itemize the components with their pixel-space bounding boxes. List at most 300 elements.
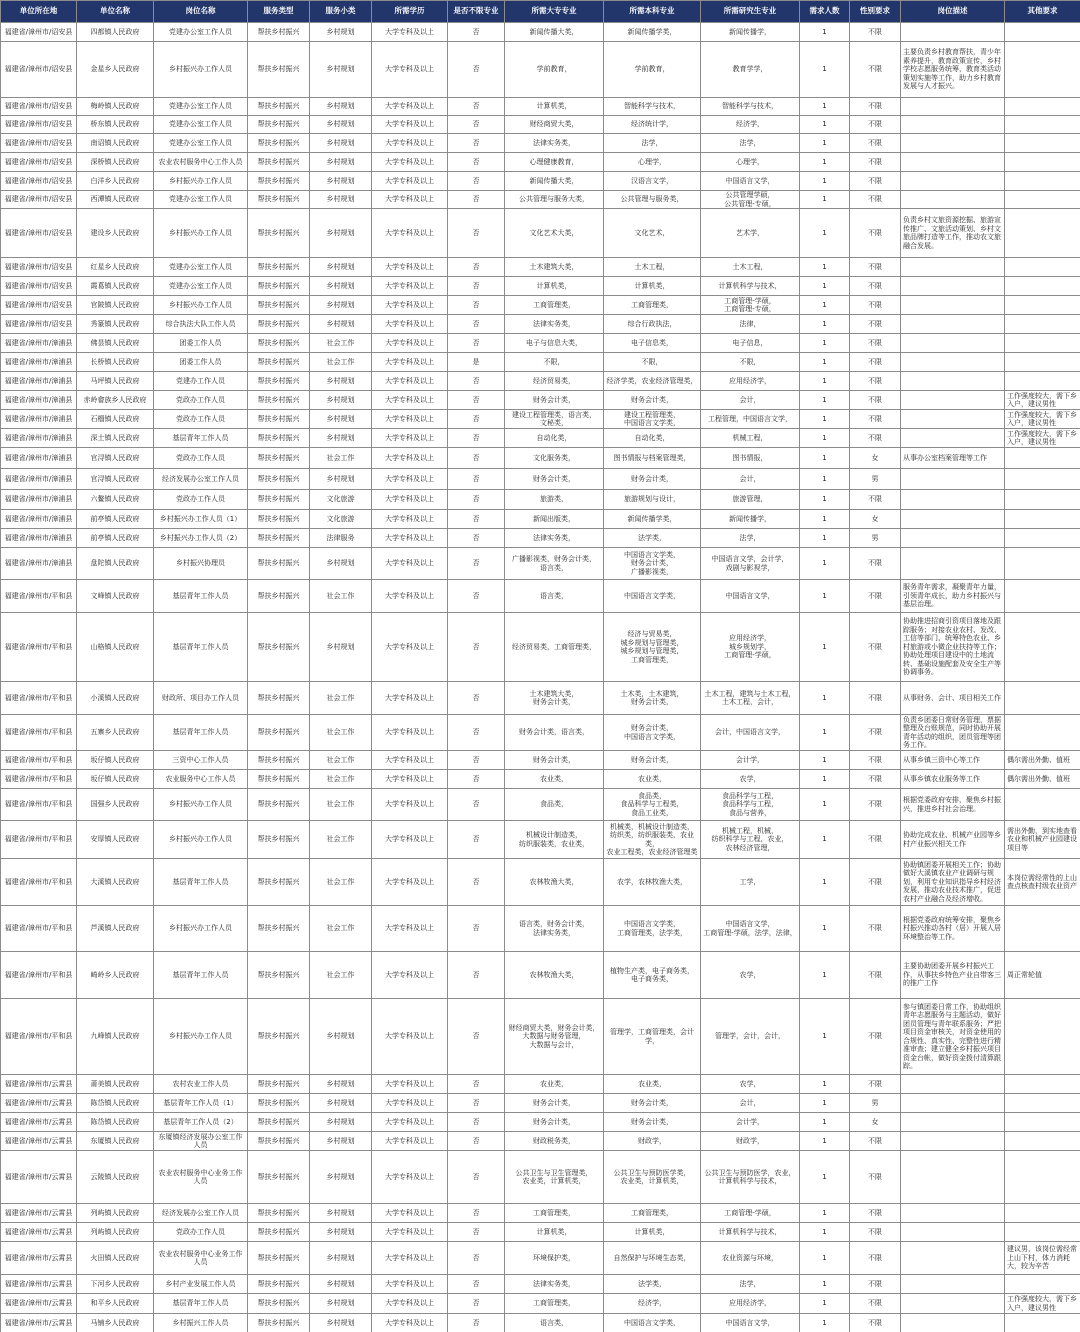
table-row	[1, 448, 1080, 469]
cell-other-requirements	[1005, 172, 1080, 191]
cell-service-subtype: 乡村规划	[310, 429, 372, 448]
cell-gender: 不限	[850, 1151, 901, 1204]
cell-unlimited-major: 否	[448, 1223, 505, 1242]
cell-gender: 不限	[850, 296, 901, 315]
cell-service-subtype: 乡村规划	[310, 209, 372, 258]
cell-unlimited-major: 否	[448, 859, 505, 906]
cell-graduate-major: 中国语言文学，会计学， 戏剧与影视学，	[701, 548, 800, 580]
cell-post-name: 党建办公室工作人员	[154, 98, 248, 116]
cell-college-major: 工商管理类，	[505, 1294, 604, 1314]
cell-gender: 不限	[850, 906, 901, 952]
cell-education: 大学专科及以上	[372, 952, 448, 999]
cell-post-name: 基层青年工作人员	[154, 1294, 248, 1314]
cell-unit-name: 芦溪镇人民政府	[77, 906, 154, 952]
cell-gender: 不限	[850, 1223, 901, 1242]
table-row	[1, 469, 1080, 490]
cell-unlimited-major: 否	[448, 1204, 505, 1223]
cell-headcount: 1	[800, 277, 850, 296]
cell-service-subtype: 社会工作	[310, 821, 372, 859]
cell-college-major: 环境保护类，	[505, 1242, 604, 1275]
cell-college-major: 不限，	[505, 353, 604, 372]
table-row	[1, 1075, 1080, 1094]
cell-service-subtype: 乡村规划	[310, 1151, 372, 1204]
cell-education: 大学专科及以上	[372, 1151, 448, 1204]
cell-service-subtype: 文化旅游	[310, 510, 372, 529]
cell-other-requirements	[1005, 258, 1080, 277]
cell-bachelor-major: 中国语言文学类， 工商管理类，法学类，	[604, 906, 701, 952]
cell-post-name: 乡村振兴办工作人员	[154, 821, 248, 859]
cell-service-subtype: 社会工作	[310, 580, 372, 613]
header-row	[1, 1, 1080, 23]
cell-headcount: 1	[800, 999, 850, 1075]
cell-education: 大学专科及以上	[372, 469, 448, 490]
cell-bachelor-major: 农学，农林牧渔大类，	[604, 859, 701, 906]
cell-unit-name: 崎岭乡人民政府	[77, 952, 154, 999]
cell-other-requirements	[1005, 1275, 1080, 1294]
cell-post-name: 东厦镇经济发展办公室工作人员	[154, 1132, 248, 1151]
cell-unit-name: 小溪镇人民政府	[77, 682, 154, 715]
cell-description	[901, 548, 1005, 580]
cell-other-requirements	[1005, 334, 1080, 353]
cell-college-major: 农业类，	[505, 1075, 604, 1094]
cell-other-requirements	[1005, 490, 1080, 510]
cell-unit-name: 石榴镇人民政府	[77, 410, 154, 429]
table-row	[1, 23, 1080, 42]
cell-unit-name: 长桥镇人民政府	[77, 353, 154, 372]
cell-education: 大学专科及以上	[372, 1204, 448, 1223]
cell-gender: 女	[850, 1113, 901, 1132]
table-row	[1, 789, 1080, 821]
cell-other-requirements	[1005, 448, 1080, 469]
cell-service-subtype: 乡村规划	[310, 1113, 372, 1132]
table-row	[1, 372, 1080, 391]
cell-location: 福建省/漳州市/诏安县	[1, 258, 77, 277]
cell-description	[901, 372, 1005, 391]
cell-unlimited-major: 否	[448, 770, 505, 789]
cell-description	[901, 353, 1005, 372]
table-row	[1, 682, 1080, 715]
header-post-name: 岗位名称	[154, 1, 248, 23]
cell-bachelor-major: 新闻传播学类，	[604, 23, 701, 42]
cell-headcount: 1	[800, 548, 850, 580]
cell-post-name: 乡村振兴办工作人员	[154, 172, 248, 191]
table-row	[1, 429, 1080, 448]
cell-other-requirements	[1005, 277, 1080, 296]
cell-education: 大学专科及以上	[372, 1275, 448, 1294]
cell-location: 福建省/漳州市/平和县	[1, 613, 77, 682]
cell-unlimited-major: 否	[448, 429, 505, 448]
cell-location: 福建省/漳州市/诏安县	[1, 116, 77, 134]
cell-headcount: 1	[800, 23, 850, 42]
cell-location: 福建省/漳州市/平和县	[1, 906, 77, 952]
cell-education: 大学专科及以上	[372, 770, 448, 789]
cell-headcount: 1	[800, 1113, 850, 1132]
cell-unlimited-major: 否	[448, 510, 505, 529]
cell-service-type: 帮扶乡村振兴	[248, 315, 310, 334]
cell-service-subtype: 社会工作	[310, 770, 372, 789]
cell-service-type: 帮扶乡村振兴	[248, 1242, 310, 1275]
cell-description: 主要负责乡村教育帮扶，青少年素养提升，教育政策宣传，乡村学校志愿服务统筹，教育类活动策划实施等工作，助力乡村教育发展与人才振兴。	[901, 42, 1005, 98]
cell-unit-name: 五寨乡人民政府	[77, 715, 154, 751]
cell-unit-name: 九峰镇人民政府	[77, 999, 154, 1075]
cell-unit-name: 火田镇人民政府	[77, 1242, 154, 1275]
cell-gender: 不限	[850, 134, 901, 153]
cell-bachelor-major: 旅游规划与设计，	[604, 490, 701, 510]
cell-education: 大学专科及以上	[372, 98, 448, 116]
cell-gender: 不限	[850, 715, 901, 751]
cell-description: 协助推进招商引资项目落地及跟踪服务；对接农业农村、发改、工信等部门，统筹特色农业、乡村旅游或小微企业扶持等工作；协助处理项目建设中的土地流转、基础设施配套及安全生产等协调事务。	[901, 613, 1005, 682]
cell-service-type: 帮扶乡村振兴	[248, 999, 310, 1075]
cell-service-type: 帮扶乡村振兴	[248, 580, 310, 613]
cell-education: 大学专科及以上	[372, 613, 448, 682]
cell-bachelor-major: 管理学，工商管理类，会计学，	[604, 999, 701, 1075]
header-education: 所需学历	[372, 1, 448, 23]
cell-description	[901, 277, 1005, 296]
cell-location: 福建省/漳州市/云霄县	[1, 1294, 77, 1314]
cell-college-major: 财务会计类，	[505, 751, 604, 770]
cell-service-type: 帮扶乡村振兴	[248, 1294, 310, 1314]
cell-unit-name: 金星乡人民政府	[77, 42, 154, 98]
cell-headcount: 1	[800, 258, 850, 277]
cell-description	[901, 1223, 1005, 1242]
cell-description	[901, 1275, 1005, 1294]
cell-college-major: 新闻出版类，	[505, 510, 604, 529]
cell-college-major: 广播影视类，财务会计类， 语言类，	[505, 548, 604, 580]
cell-gender: 不限	[850, 859, 901, 906]
cell-gender: 不限	[850, 191, 901, 209]
cell-graduate-major: 中国语言文学，	[701, 580, 800, 613]
cell-description: 从事乡镇三资中心等工作	[901, 751, 1005, 770]
table-row	[1, 613, 1080, 682]
cell-unlimited-major: 否	[448, 1151, 505, 1204]
cell-service-type: 帮扶乡村振兴	[248, 258, 310, 277]
cell-headcount: 1	[800, 821, 850, 859]
cell-unlimited-major: 否	[448, 334, 505, 353]
table-row	[1, 952, 1080, 999]
cell-college-major: 语言类，	[505, 580, 604, 613]
cell-gender: 女	[850, 448, 901, 469]
cell-service-subtype: 社会工作	[310, 334, 372, 353]
cell-graduate-major: 计算机科学与技术，	[701, 277, 800, 296]
cell-gender: 不限	[850, 258, 901, 277]
cell-unit-name: 前亭镇人民政府	[77, 510, 154, 529]
cell-headcount: 1	[800, 1151, 850, 1204]
cell-college-major: 法律实务类，	[505, 529, 604, 548]
cell-service-subtype: 社会工作	[310, 448, 372, 469]
cell-post-name: 乡村振兴办工作人员	[154, 209, 248, 258]
cell-gender: 不限	[850, 372, 901, 391]
cell-bachelor-major: 财务会计类， 中国语言文学类，	[604, 715, 701, 751]
cell-service-subtype: 社会工作	[310, 353, 372, 372]
cell-other-requirements	[1005, 510, 1080, 529]
table-header	[1, 1, 1080, 23]
cell-service-type: 帮扶乡村振兴	[248, 821, 310, 859]
cell-description	[901, 1151, 1005, 1204]
cell-other-requirements: 偶尔需出外勤、值班	[1005, 751, 1080, 770]
cell-other-requirements	[1005, 1314, 1080, 1332]
cell-location: 福建省/漳州市/平和县	[1, 999, 77, 1075]
cell-education: 大学专科及以上	[372, 580, 448, 613]
cell-description: 负责乡团委日常财务管理，票据整理及台账规范，同时协助开展青年活动的组织，团员管理等团务工作。	[901, 715, 1005, 751]
cell-post-name: 乡村振兴办工作人员	[154, 789, 248, 821]
table-row	[1, 1132, 1080, 1151]
cell-headcount: 1	[800, 1294, 850, 1314]
cell-service-type: 帮扶乡村振兴	[248, 1151, 310, 1204]
cell-education: 大学专科及以上	[372, 1075, 448, 1094]
table-row	[1, 209, 1080, 258]
cell-gender: 不限	[850, 334, 901, 353]
cell-location: 福建省/漳州市/诏安县	[1, 191, 77, 209]
cell-unit-name: 云陵镇人民政府	[77, 1151, 154, 1204]
cell-service-subtype: 乡村规划	[310, 296, 372, 315]
cell-other-requirements	[1005, 999, 1080, 1075]
cell-unlimited-major: 是	[448, 353, 505, 372]
cell-service-type: 帮扶乡村振兴	[248, 789, 310, 821]
cell-college-major: 财务会计类，语言类，	[505, 715, 604, 751]
cell-college-major: 机械设计制造类， 纺织服装类，农业类，	[505, 821, 604, 859]
cell-location: 福建省/漳州市/漳浦县	[1, 334, 77, 353]
cell-description	[901, 23, 1005, 42]
cell-gender: 不限	[850, 410, 901, 429]
cell-education: 大学专科及以上	[372, 859, 448, 906]
cell-other-requirements	[1005, 529, 1080, 548]
table-row	[1, 153, 1080, 172]
cell-graduate-major: 经济学，	[701, 116, 800, 134]
cell-college-major: 法律实务类，	[505, 134, 604, 153]
cell-post-name: 农业农村服务中心业务工作人员	[154, 1242, 248, 1275]
cell-college-major: 财务会计类，	[505, 1094, 604, 1113]
cell-unit-name: 山格镇人民政府	[77, 613, 154, 682]
cell-unlimited-major: 否	[448, 1132, 505, 1151]
cell-unlimited-major: 否	[448, 821, 505, 859]
cell-headcount: 1	[800, 98, 850, 116]
cell-headcount: 1	[800, 770, 850, 789]
cell-description: 主要协助团委开展乡村振兴工作，从事扶乡特色产业自带客三的推广工作	[901, 952, 1005, 999]
table-row	[1, 116, 1080, 134]
cell-headcount: 1	[800, 1075, 850, 1094]
cell-unit-name: 东厦镇人民政府	[77, 1132, 154, 1151]
cell-education: 大学专科及以上	[372, 1242, 448, 1275]
cell-service-type: 帮扶乡村振兴	[248, 277, 310, 296]
header-unit-name: 单位名称	[77, 1, 154, 23]
cell-service-subtype: 乡村规划	[310, 23, 372, 42]
cell-other-requirements	[1005, 191, 1080, 209]
cell-unlimited-major: 否	[448, 1294, 505, 1314]
cell-gender: 不限	[850, 277, 901, 296]
cell-service-type: 帮扶乡村振兴	[248, 191, 310, 209]
cell-education: 大学专科及以上	[372, 42, 448, 98]
cell-graduate-major: 管理学，会计，会计，	[701, 999, 800, 1075]
cell-service-subtype: 乡村规划	[310, 410, 372, 429]
cell-description: 从事办公室档案管理等工作	[901, 448, 1005, 469]
cell-location: 福建省/漳州市/平和县	[1, 770, 77, 789]
cell-gender: 男	[850, 529, 901, 548]
table-row	[1, 1242, 1080, 1275]
cell-graduate-major: 教育学学，	[701, 42, 800, 98]
cell-unit-name: 列屿镇人民政府	[77, 1204, 154, 1223]
table-row	[1, 134, 1080, 153]
cell-service-subtype: 乡村规划	[310, 116, 372, 134]
cell-location: 福建省/漳州市/平和县	[1, 859, 77, 906]
cell-gender: 不限	[850, 821, 901, 859]
table-row	[1, 548, 1080, 580]
cell-other-requirements	[1005, 715, 1080, 751]
cell-service-type: 帮扶乡村振兴	[248, 98, 310, 116]
cell-graduate-major: 食品科学与工程， 食品科学与工程， 食品与营养，	[701, 789, 800, 821]
cell-service-type: 帮扶乡村振兴	[248, 209, 310, 258]
cell-post-name: 农村农业工作人员	[154, 1075, 248, 1094]
cell-unlimited-major: 否	[448, 372, 505, 391]
cell-college-major: 土木建筑大类， 财务会计类，	[505, 682, 604, 715]
cell-education: 大学专科及以上	[372, 510, 448, 529]
cell-headcount: 1	[800, 1242, 850, 1275]
cell-post-name: 乡村振兴办工作人员	[154, 296, 248, 315]
cell-other-requirements	[1005, 1132, 1080, 1151]
cell-service-type: 帮扶乡村振兴	[248, 172, 310, 191]
cell-education: 大学专科及以上	[372, 172, 448, 191]
cell-graduate-major: 中国语言文学，	[701, 1314, 800, 1332]
cell-education: 大学专科及以上	[372, 1132, 448, 1151]
cell-college-major: 财务会计类，	[505, 1113, 604, 1132]
cell-post-name: 党政办工作人员	[154, 1223, 248, 1242]
cell-gender: 不限	[850, 153, 901, 172]
cell-bachelor-major: 机械类，机械设计制造类， 纺织类，纺织服装类，农业类， 农业工程类，农业经济管理类	[604, 821, 701, 859]
cell-location: 福建省/漳州市/云霄县	[1, 1075, 77, 1094]
cell-post-name: 农业服务中心工作人员	[154, 770, 248, 789]
cell-college-major: 电子与信息大类，	[505, 334, 604, 353]
cell-education: 大学专科及以上	[372, 1314, 448, 1332]
table-body	[1, 23, 1080, 1332]
cell-unlimited-major: 否	[448, 315, 505, 334]
cell-bachelor-major: 财务会计类，	[604, 469, 701, 490]
cell-headcount: 1	[800, 580, 850, 613]
table-row	[1, 821, 1080, 859]
cell-other-requirements	[1005, 98, 1080, 116]
cell-service-type: 帮扶乡村振兴	[248, 1204, 310, 1223]
cell-headcount: 1	[800, 1314, 850, 1332]
cell-unit-name: 莆美镇人民政府	[77, 1075, 154, 1094]
cell-other-requirements	[1005, 315, 1080, 334]
cell-gender: 不限	[850, 1132, 901, 1151]
table-row	[1, 296, 1080, 315]
cell-education: 大学专科及以上	[372, 296, 448, 315]
cell-education: 大学专科及以上	[372, 277, 448, 296]
cell-education: 大学专科及以上	[372, 821, 448, 859]
cell-graduate-major: 机械工程，	[701, 429, 800, 448]
cell-description	[901, 296, 1005, 315]
cell-college-major: 公共卫生与卫生管理类， 农业类，计算机类，	[505, 1151, 604, 1204]
cell-headcount: 1	[800, 391, 850, 410]
cell-college-major: 财经商贸大类，	[505, 116, 604, 134]
cell-gender: 不限	[850, 209, 901, 258]
cell-bachelor-major: 土木工程，	[604, 258, 701, 277]
cell-bachelor-major: 中国语言文学类，	[604, 580, 701, 613]
cell-graduate-major: 法学，	[701, 529, 800, 548]
table-row	[1, 1113, 1080, 1132]
cell-post-name: 综合执法大队工作人员	[154, 315, 248, 334]
header-service-subtype: 服务小类	[310, 1, 372, 23]
cell-service-type: 帮扶乡村振兴	[248, 153, 310, 172]
cell-other-requirements	[1005, 1151, 1080, 1204]
cell-graduate-major: 公共卫生与预防医学，农业， 计算机科学与技术，	[701, 1151, 800, 1204]
cell-gender: 不限	[850, 98, 901, 116]
cell-description	[901, 1075, 1005, 1094]
cell-unit-name: 霞葛镇人民政府	[77, 277, 154, 296]
cell-bachelor-major: 文化艺术，	[604, 209, 701, 258]
table-row	[1, 715, 1080, 751]
cell-unlimited-major: 否	[448, 580, 505, 613]
cell-college-major: 农林牧渔大类，	[505, 952, 604, 999]
cell-graduate-major: 中国语言文学，	[701, 172, 800, 191]
table-row	[1, 1094, 1080, 1113]
cell-bachelor-major: 新闻传播学类，	[604, 510, 701, 529]
cell-graduate-major: 会计，	[701, 391, 800, 410]
cell-other-requirements	[1005, 23, 1080, 42]
cell-description: 根据党委政府安排，聚焦乡村振兴，推进乡村社会治理。	[901, 789, 1005, 821]
cell-service-type: 帮扶乡村振兴	[248, 134, 310, 153]
cell-bachelor-major: 经济与贸易类， 城乡规划与管理类， 城乡规划与管理类， 工商管理类，	[604, 613, 701, 682]
cell-service-subtype: 乡村规划	[310, 42, 372, 98]
cell-education: 大学专科及以上	[372, 548, 448, 580]
cell-unlimited-major: 否	[448, 1113, 505, 1132]
cell-unlimited-major: 否	[448, 1094, 505, 1113]
cell-location: 福建省/漳州市/云霄县	[1, 1275, 77, 1294]
cell-education: 大学专科及以上	[372, 334, 448, 353]
cell-other-requirements	[1005, 372, 1080, 391]
cell-unit-name: 前亭镇人民政府	[77, 529, 154, 548]
cell-bachelor-major: 不限，	[604, 353, 701, 372]
cell-bachelor-major: 智能科学与技术，	[604, 98, 701, 116]
cell-graduate-major: 工商管理-学硕， 工商管理-专硕，	[701, 296, 800, 315]
cell-description	[901, 1132, 1005, 1151]
cell-description	[901, 116, 1005, 134]
cell-education: 大学专科及以上	[372, 353, 448, 372]
cell-service-subtype: 乡村规划	[310, 469, 372, 490]
cell-post-name: 团委工作人员	[154, 353, 248, 372]
cell-other-requirements	[1005, 1204, 1080, 1223]
table-row	[1, 258, 1080, 277]
cell-bachelor-major: 土木类，土木建筑， 财务会计类，	[604, 682, 701, 715]
cell-gender: 不限	[850, 391, 901, 410]
cell-gender: 不限	[850, 42, 901, 98]
cell-post-name: 基层青年工作人员	[154, 952, 248, 999]
cell-service-type: 帮扶乡村振兴	[248, 469, 310, 490]
cell-unlimited-major: 否	[448, 98, 505, 116]
cell-service-subtype: 乡村规划	[310, 134, 372, 153]
cell-post-name: 乡村振兴办工作人员（2）	[154, 529, 248, 548]
cell-education: 大学专科及以上	[372, 153, 448, 172]
cell-college-major: 语言类，	[505, 1314, 604, 1332]
cell-unlimited-major: 否	[448, 1075, 505, 1094]
cell-bachelor-major: 农业类，	[604, 1075, 701, 1094]
cell-graduate-major: 计算机科学与技术，	[701, 1223, 800, 1242]
cell-graduate-major: 应用经济学，	[701, 1294, 800, 1314]
cell-graduate-major: 土木工程，	[701, 258, 800, 277]
cell-graduate-major: 财政学，	[701, 1132, 800, 1151]
cell-unlimited-major: 否	[448, 391, 505, 410]
cell-bachelor-major: 农业类，	[604, 770, 701, 789]
cell-description	[901, 172, 1005, 191]
cell-gender: 不限	[850, 1242, 901, 1275]
cell-graduate-major: 智能科学与技术，	[701, 98, 800, 116]
cell-gender: 不限	[850, 315, 901, 334]
cell-other-requirements	[1005, 1075, 1080, 1094]
cell-location: 福建省/漳州市/云霄县	[1, 1132, 77, 1151]
cell-service-subtype: 乡村规划	[310, 258, 372, 277]
cell-description	[901, 469, 1005, 490]
table-row	[1, 277, 1080, 296]
cell-graduate-major: 心理学，	[701, 153, 800, 172]
